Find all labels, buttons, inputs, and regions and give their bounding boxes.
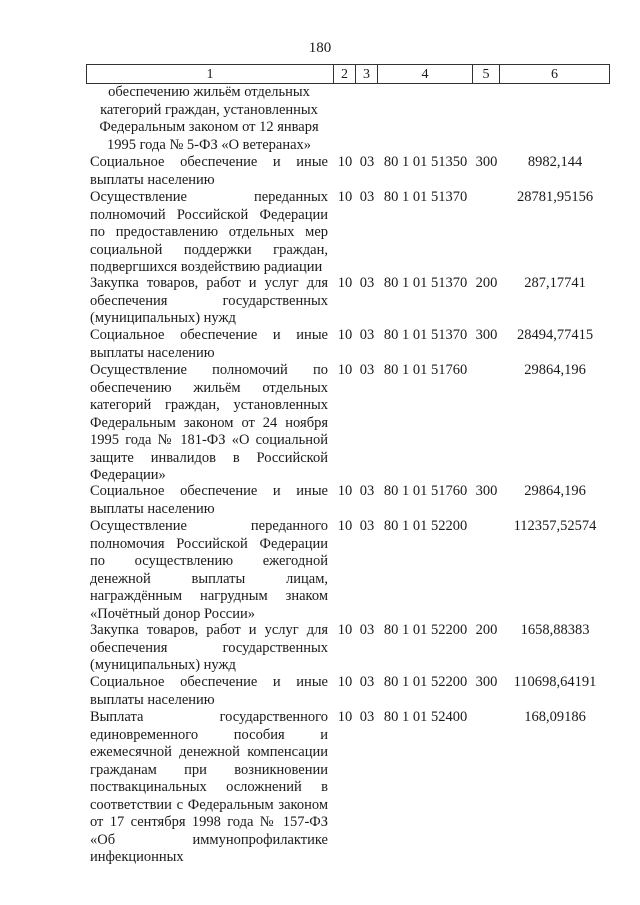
row-amount: 29864,196 [524,483,586,499]
row-section: 10 [337,518,353,534]
row-description: Социальное обеспечение и иные выплаты населению [90,483,328,517]
row-amount: 168,09186 [524,709,586,725]
row-target-code: 80 1 01 52400 [383,709,468,725]
row-section: 10 [337,483,353,499]
row-description: Осуществление полномочий по обеспечению жильём отдельных категорий граждан, установленных Федеральным законом от 24 ноября 1995 года № 181-ФЗ «О социальной защите инвалидов в Российской Федерации» [90,362,328,483]
row-amount: 8982,144 [527,154,583,170]
row-description: Социальное обеспечение и иные выплаты населению [90,154,328,188]
row-description: Социальное обеспечение и иные выплаты населению [90,327,328,361]
header-col-1: 1 [86,64,334,84]
row-description: Осуществление переданного полномочия Российской Федерации по осуществлению ежегодной денежной выплаты лицам, награждённым нагрудным знаком «Почётный донор России» [90,518,328,622]
row-subsection: 03 [359,275,375,291]
row-section: 10 [337,622,353,638]
row-amount: 28494,77415 [516,327,594,343]
row-expense-type: 300 [475,327,498,343]
row-amount: 287,17741 [524,275,586,291]
row-description: Закупка товаров, работ и услуг для обеспечения государственных (муниципальных) нужд [90,622,328,673]
row-amount: 1658,88383 [520,622,590,638]
row-subsection: 03 [359,154,375,170]
table-header [0,64,640,84]
row-amount: 112357,52574 [513,518,597,534]
row-section: 10 [337,362,353,378]
row-target-code: 80 1 01 51350 [383,154,468,170]
row-amount: 29864,196 [524,362,586,378]
row-expense-type: 300 [475,154,498,170]
row-target-code: 80 1 01 52200 [383,622,468,638]
row-subsection: 03 [359,362,375,378]
row-subsection: 03 [359,709,375,725]
row-target-code: 80 1 01 51760 [383,362,468,378]
row-expense-type: 200 [475,622,498,638]
row-description: Социальное обеспечение и иные выплаты населению [90,674,328,708]
row-section: 10 [337,327,353,343]
row-target-code: 80 1 01 51370 [383,275,468,291]
header-col-2: 2 [334,64,356,84]
row-subsection: 03 [359,483,375,499]
row-expense-type: 200 [475,275,498,291]
row-target-code: 80 1 01 51760 [383,483,468,499]
row-subsection: 03 [359,189,375,205]
row-section: 10 [337,275,353,291]
row-description: Осуществление переданных полномочий Российской Федерации по предоставлению отдельных мер социальной поддержки граждан, подвергшихся воздействию радиации [90,189,328,275]
row-section: 10 [337,674,353,690]
row-section: 10 [337,154,353,170]
row-target-code: 80 1 01 52200 [383,518,468,534]
row-description: Выплата государственного единовременного пособия и ежемесячной денежной компенсации гражданам при возникновении поствакцинальных осложнений в соответствии с Федеральным законом от 17 сентября 1998 года № 157-ФЗ «Об иммунопрофилактике инфекционных [90,709,328,865]
row-section: 10 [337,709,353,725]
row-description: Закупка товаров, работ и услуг для обеспечения государственных (муниципальных) нужд [90,275,328,326]
header-col-6: 6 [500,64,610,84]
row-subsection: 03 [359,518,375,534]
page-number: 180 [308,40,332,56]
row-amount: 110698,64191 [513,674,597,690]
row-description: обеспечению жильём отдельных категорий граждан, установленных Федеральным законом от 12 января 1995 года № 5-ФЗ «О ветеранах» [99,84,319,153]
row-amount: 28781,95156 [516,189,594,205]
row-subsection: 03 [359,622,375,638]
row-target-code: 80 1 01 51370 [383,327,468,343]
row-subsection: 03 [359,327,375,343]
row-expense-type: 300 [475,483,498,499]
header-col-4: 4 [378,64,473,84]
row-section: 10 [337,189,353,205]
header-col-5: 5 [473,64,500,84]
row-target-code: 80 1 01 51370 [383,189,468,205]
row-target-code: 80 1 01 52200 [383,674,468,690]
row-expense-type: 300 [475,674,498,690]
row-subsection: 03 [359,674,375,690]
header-col-3: 3 [356,64,378,84]
